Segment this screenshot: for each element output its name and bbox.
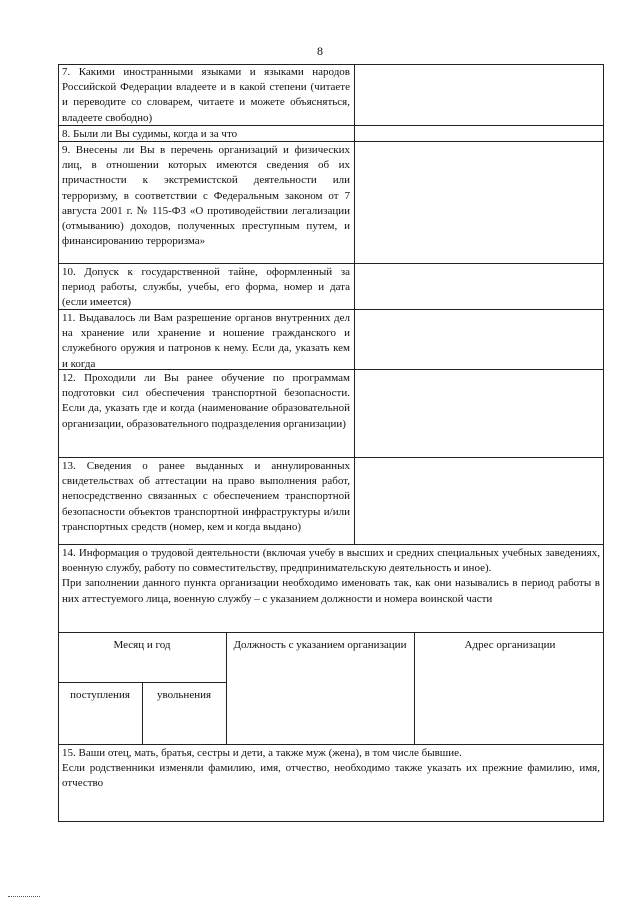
question-15-block — [58, 745, 604, 792]
table-divider-position-address — [414, 632, 415, 745]
col-month-year-header: Месяц и год — [113, 639, 171, 651]
question-9-text: 9. Внесены ли Вы в перечень организаций и физических лиц, в отношении которых имеются сведения об их причастности к экстремистской деятельности или терроризму, в соответствии с Федеральным законом от 7 августа 2001 г. № 115-ФЗ «О противодействии легализации (отмыванию) доходов, полученных преступным путем, и финансированию терроризма» — [58, 142, 355, 263]
answer-10-field[interactable] — [355, 264, 604, 309]
question-row-10 — [58, 263, 604, 309]
question-row-9 — [58, 141, 604, 263]
question-14-text: 14. Информация о трудовой деятельности (включая учебу в высших и средних специальных учебных заведениях, военную службу, работу по совместительству, предпринимательскую деятельность и иное). — [62, 547, 600, 575]
question-row-7 — [58, 64, 604, 125]
question-row-11 — [58, 309, 604, 369]
question-15-text: 15. Ваши отец, мать, братья, сестры и дети, а также муж (жена), в том числе бывшие. — [62, 747, 462, 759]
question-8-text: 8. Были ли Вы судимы, когда и за что — [58, 126, 355, 141]
answer-12-field[interactable] — [355, 370, 604, 457]
answer-9-field[interactable] — [355, 142, 604, 263]
question-row-12 — [58, 369, 604, 457]
question-14-note: При заполнении данного пункта организации необходимо именовать так, как они назывались в период работы в них аттестуемого лица, военную службу – с указанием должности и номера воинской части — [62, 577, 600, 605]
question-15-note: Если родственники изменяли фамилию, имя, отчество, необходимо также указать их прежние фамилию, имя, отчество — [62, 762, 600, 790]
answer-13-field[interactable] — [355, 458, 604, 544]
answer-7-field[interactable] — [355, 64, 604, 125]
question-14-block — [58, 545, 604, 607]
question-11-text: 11. Выдавалось ли Вам разрешение органов внутренних дел на хранение или хранение и ношение гражданского и служебного оружия и патронов к нему. Если да, указать кем и когда — [58, 310, 355, 369]
table-header-top-border — [58, 632, 604, 633]
col-address-header: Адрес организации — [464, 639, 556, 651]
question-row-13 — [58, 457, 604, 544]
question-13-text: 13. Сведения о ранее выданных и аннулированных свидетельствах об аттестации на право выполнения работ, непосредственно связанных с обеспечением транспортной безопасности объектов транспортной инфраструктуры и/или транспортных средств (номер, кем и когда выдано) — [58, 458, 355, 544]
question-7-text: 7. Какими иностранными языками и языками народов Российской Федерации владеете и в какой степени (читаете и переводите со словарем, читаете и можете объясняться, владеете свободно) — [58, 64, 355, 125]
question-12-text: 12. Проходили ли Вы ранее обучение по программам подготовки сил обеспечения транспортной безопасности. Если да, указать где и когда (наименование образовательной организации, образовательного подразделения организации) — [58, 370, 355, 457]
page-number: 8 — [317, 44, 323, 58]
table-divider-month-position — [226, 632, 227, 745]
question-row-8 — [58, 125, 604, 141]
question-row-15 — [58, 744, 604, 822]
question-row-14 — [58, 544, 604, 744]
answer-11-field[interactable] — [355, 310, 604, 369]
questionnaire-form — [58, 64, 604, 822]
col-position-header: Должность с указанием организации — [233, 639, 407, 651]
question-10-text: 10. Допуск к государственной тайне, оформленный за период работы, службы, учебы, его форма, номер и дата (если имеется) — [58, 264, 355, 309]
table-subheader-border — [58, 682, 226, 683]
col-end-header: увольнения — [156, 689, 212, 701]
answer-8-field[interactable] — [355, 126, 604, 141]
col-start-header: поступления — [70, 689, 130, 701]
footnote-separator — [8, 896, 40, 897]
